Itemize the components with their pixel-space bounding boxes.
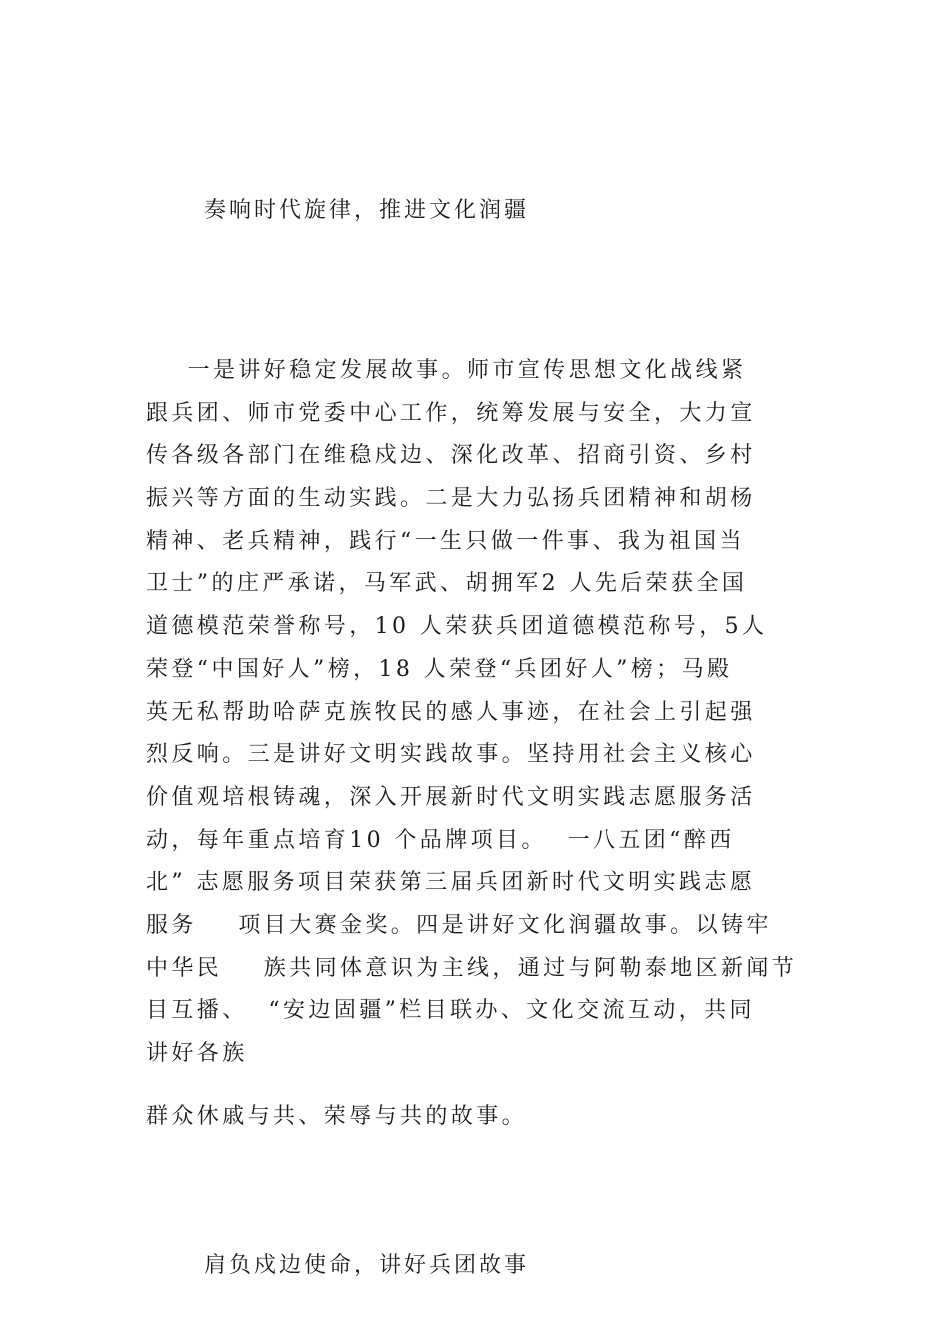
paragraph-line: 道德模范荣誉称号，10 人荣获兵团道德模范称号，5人	[146, 614, 768, 640]
paragraph-line: 振兴等方面的生动实践。二是大力弘扬兵团精神和胡杨	[146, 486, 756, 512]
paragraph-line: 目互播、 “安边固疆”栏目联办、文化交流互动，共同	[146, 998, 755, 1024]
paragraph-line: 北” 志愿服务项目荣获第三届兵团新时代文明实践志愿	[146, 870, 756, 896]
paragraph-line: 服务 项目大赛金奖。四是讲好文化润疆故事。以铸牢	[146, 912, 772, 938]
paragraph-line: 传各级各部门在维稳戍边、深化改革、招商引资、乡村	[146, 443, 756, 469]
paragraph-line: 英无私帮助哈萨克族牧民的感人事迹，在社会上引起强	[146, 699, 756, 725]
paragraph-line: 烈反响。三是讲好文明实践故事。坚持用社会主义核心	[146, 742, 756, 768]
paragraph-line: 动，每年重点培育10 个品牌项目。 一八五团“醉西	[146, 827, 735, 853]
paragraph-line: 荣登“中国好人”榜，18 人荣登“兵团好人”榜；马殿	[146, 656, 733, 682]
section-title-culture: 奏响时代旋律，推进文化润疆	[204, 198, 530, 223]
paragraph-line: 中华民 族共同体意识为主线，通过与阿勒泰地区新闻节	[146, 955, 798, 981]
paragraph-final-line: 群众休戚与共、荣辱与共的故事。	[146, 1104, 528, 1129]
paragraph-line: 卫士”的庄严承诺，马军武、胡拥军2 人先后荣获全国	[146, 571, 748, 597]
paragraph-line: 价值观培根铸魂，深入开展新时代文明实践志愿服务活	[146, 784, 756, 810]
paragraph-line: 讲好各族	[146, 1041, 248, 1066]
paragraph-line: 精神、老兵精神，践行“一生只做一件事、我为祖国当	[146, 528, 745, 554]
body-paragraph	[146, 350, 836, 1076]
paragraph-line: 一是讲好稳定发展故事。师市宣传思想文化战线紧	[146, 358, 747, 383]
section-title-border-mission: 肩负戍边使命，讲好兵团故事	[204, 1253, 530, 1278]
paragraph-line: 跟兵团、师市党委中心工作，统筹发展与安全，大力宣	[146, 400, 756, 426]
